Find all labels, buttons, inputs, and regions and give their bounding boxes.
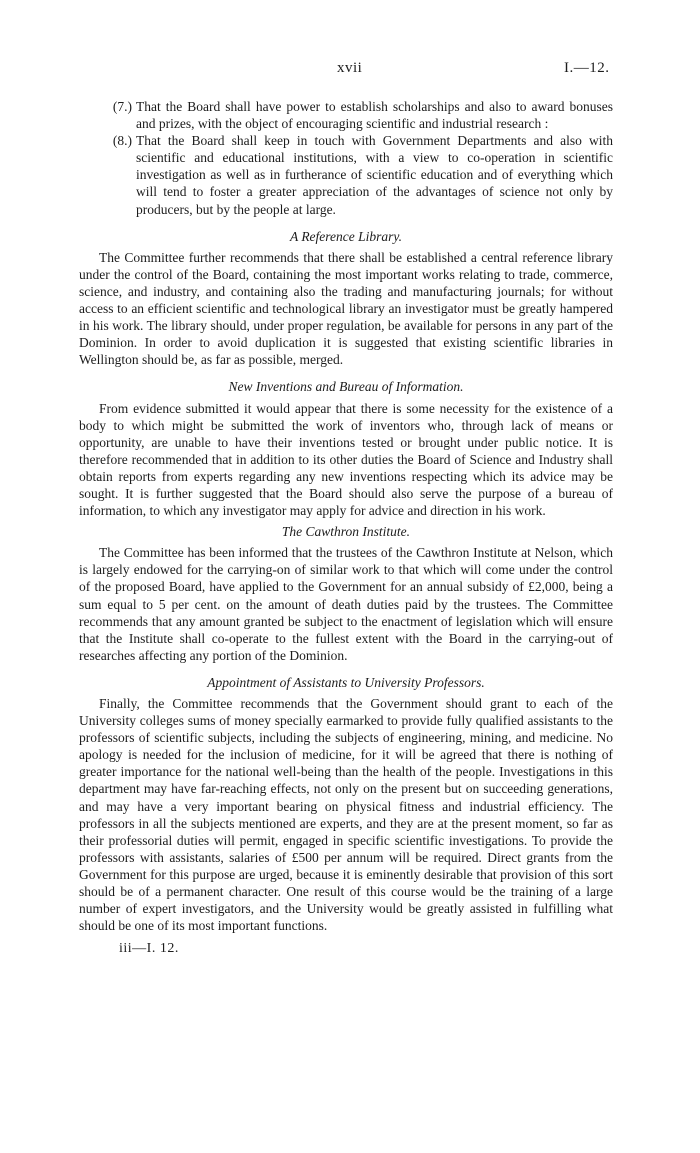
list-item — [79, 132, 613, 217]
section-paragraph: The Committee has been informed that the trustees of the Cawthron Institute at Nelson, which is largely endowed for the carrying-on of similar work to that which will come under the control of the proposed Board, have applied to the Government for an annual subsidy of £2,000, being a sum equal to 5 per cent. on the amount of death duties paid by the trustees. The Committee recommends that any amount granted be subject to the enactment of legislation which will ensure that the Institute shall co-operate to the fullest extent with the Board in the carrying-out of researches affecting any portion of the Dominion. — [79, 545, 613, 663]
page-header — [0, 60, 700, 82]
list-item-number: (8.) — [112, 133, 132, 149]
section-heading: Appointment of Assistants to University Professors. — [207, 674, 485, 690]
page-number: xvii — [337, 60, 363, 76]
document-reference: I.—12. — [564, 60, 610, 76]
list-item — [79, 98, 613, 132]
section-heading: The Cawthron Institute. — [281, 524, 411, 540]
section-heading: A Reference Library. — [289, 228, 403, 244]
section-heading: New Inventions and Bureau of Information. — [228, 379, 464, 395]
section-paragraph: Finally, the Committee recommends that the Government should grant to each of the University colleges sums of money specially earmarked to provide fully qualified assistants to the professors of scientific subjects, including the subjects of engineering, mining, and medicine. No apology is needed for the inclusion of medicine, for it will be agreed that there is nothing of greater importance for the national well-being than the health of the people. Investigations in this department may have far-reaching effects, not only on the present but on succeeding generations, and may have a very important bearing on physical fitness and industrial efficiency. The professors in all the subjects mentioned are experts, and they are at the present moment, so far as their professorial duties will permit, engaged in specific scientific investigations. To provide the professors with assistants, salaries of £500 per annum will be required. Direct grants from the Government for this purpose are urged, because it is eminently desirable that provision of this sort should be of a permanent character. One result of this course would be the training of a large number of expert investigators, and the University would be greatly assisted in fulfilling what should be one of its most important functions. — [79, 696, 613, 934]
document-body — [79, 98, 613, 957]
list-item-text: That the Board shall have power to establish scholarships and also to award bonuses and prizes, with the object of encouraging scientific and industrial research : — [136, 99, 613, 132]
section-paragraph: From evidence submitted it would appear that there is some necessity for the existence of a body to which might be submitted the work of inventors who, through lack of means or opportunity, are unable to have their inventions tested or brought under public notice. It is therefore recommended that in addition to its other duties the Board of Science and Industry shall obtain reports from experts regarding any new inventions respecting which its advice may be sought. It is further suggested that the Board should also serve the purpose of a bureau of information, to which any investigator may apply for advice and direction in his work. — [79, 400, 613, 519]
section-paragraph: The Committee further recommends that there shall be established a central reference library under the control of the Board, containing the most important works relating to trade, commerce, science, and industry, and containing also the trading and manufacturing journals; for without access to an efficient scientific and technological library an investigator must be greatly hampered in his work. The library should, under proper regulation, be available for persons in any part of the Dominion. In order to avoid duplication it is suggested that existing scientific libraries in Wellington should be, as far as possible, merged. — [79, 249, 613, 368]
list-item-number: (7.) — [112, 99, 132, 114]
footer-signature: iii—I. 12. — [119, 941, 179, 957]
list-item-text: That the Board shall keep in touch with Government Departments and also with scientific and educational institutions, with a view to co-operation in scientific investigation as well as in furtherance of scientific education and of everything which will tend to foster a greater appreciation of the advantages of science not only by producers, but by the people at large. — [136, 133, 613, 217]
